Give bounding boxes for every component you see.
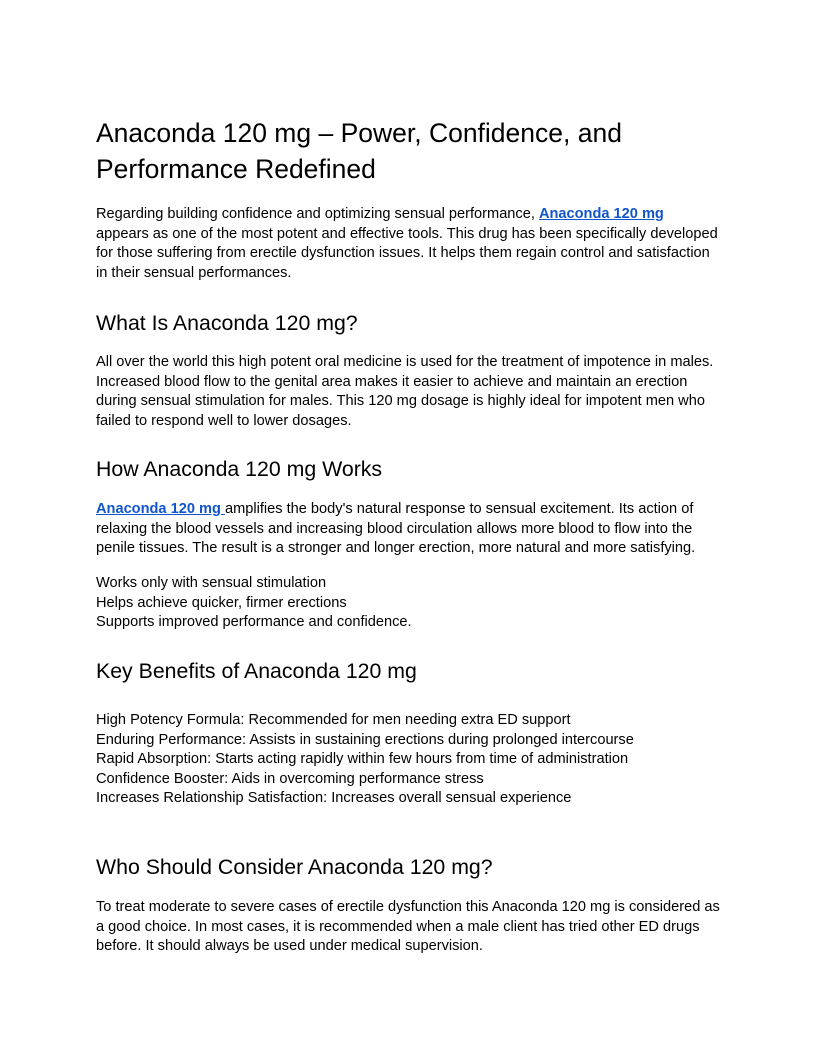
list-item: Increases Relationship Satisfaction: Increases overall sensual experience	[96, 790, 572, 806]
intro-text-before-link: Regarding building confidence and optimizing sensual performance,	[96, 206, 539, 222]
list-item: Supports improved performance and confidence.	[96, 614, 412, 630]
benefits-heading: Key Benefits of Anaconda 120 mg	[96, 659, 417, 683]
list-item: Works only with sensual stimulation	[96, 575, 327, 591]
document-title: Anaconda 120 mg – Power, Confidence, and Performance Redefined	[96, 118, 622, 184]
what-is-paragraph: All over the world this high potent oral medicine is used for the treatment of impotence in males. Increased blood flow to the genital area makes it easier to achieve and maintain an erection during sensual stimulation for males. This 120 mg dosage is highly ideal for impotent men who failed to respond well to lower dosages.	[96, 354, 714, 429]
list-item: Rapid Absorption: Starts acting rapidly within few hours from time of administration	[96, 751, 629, 767]
anaconda-link[interactable]: Anaconda 120 mg	[538, 206, 664, 222]
intro-paragraph	[96, 205, 720, 283]
how-works-heading: How Anaconda 120 mg Works	[96, 457, 383, 481]
what-is-heading: What Is Anaconda 120 mg?	[96, 311, 358, 335]
list-item: Enduring Performance: Assists in sustaining erections during prolonged intercourse	[96, 731, 634, 748]
anaconda-link-2[interactable]: Anaconda 120 mg	[96, 501, 225, 517]
how-works-text: amplifies the body's natural response to sensual excitement. Its action of relaxing the blood vessels and increasing blood circulation allows more blood to flow into the penile tissues. The result is a stronger and longer erection, more natural and more satisfying.	[96, 501, 696, 556]
intro-text-after-link: appears as one of the most potent and effective tools. This drug has been specifically developed for those suffering from erectile dysfunction issues. It helps them regain control and satisfaction in their sensual performances.	[96, 225, 718, 281]
list-item: Helps achieve quicker, firmer erections	[96, 594, 347, 611]
how-works-paragraph	[96, 500, 720, 559]
list-item: Confidence Booster: Aids in overcoming performance stress	[96, 770, 484, 787]
list-item: High Potency Formula: Recommended for men needing extra ED support	[96, 712, 571, 728]
how-works-points	[96, 574, 720, 633]
benefits-list	[96, 711, 720, 809]
who-should-heading: Who Should Consider Anaconda 120 mg?	[96, 855, 493, 879]
who-should-paragraph: To treat moderate to severe cases of erectile dysfunction this Anaconda 120 mg is considered as a good choice. In most cases, it is recommended when a male client has tried other ED drugs before. It should always be used under medical supervision.	[96, 899, 720, 954]
